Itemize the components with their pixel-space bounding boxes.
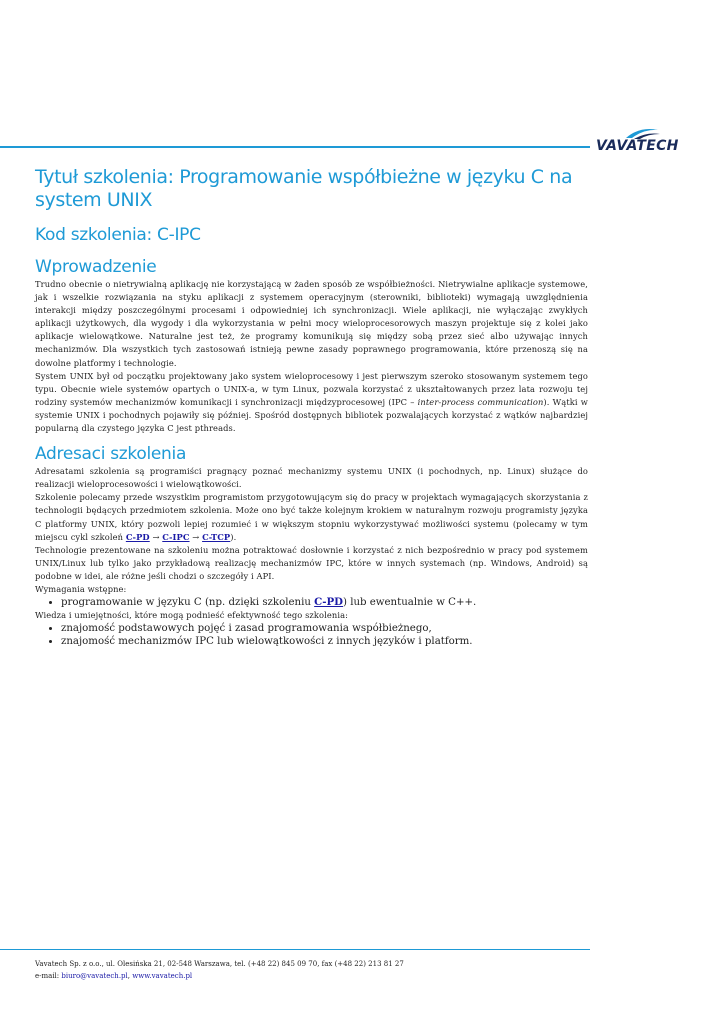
link-c-ipc[interactable]: C-IPC	[162, 531, 190, 542]
footer-divider	[0, 949, 590, 950]
link-c-pd-req[interactable]: C-PD	[314, 596, 343, 609]
list-item: • znajomość podstawowych pojęć i zasad programowania współbieżnego,	[61, 622, 588, 635]
audience-paragraph-1: Adresatami szkolenia są programiści pragnący poznać mechanizmy systemu UNIX (i pochodnych, np. Linux) służące do realizacji wieloprocesowości i wielowątkowości.	[35, 466, 588, 490]
list-item: • znajomość mechanizmów IPC lub wielowątkowości z innych języków i platform.	[61, 635, 588, 648]
course-code: Kod szkolenia: C-IPC	[35, 225, 201, 245]
link-c-tcp[interactable]: C-TCP	[202, 531, 231, 542]
footer-contact: e-mail: biuro@vavatech.pl, www.vavatech.pl	[35, 972, 193, 980]
skills-label: Wiedza i umiejętności, które mogą podnieść efektywność tego szkolenia:	[35, 610, 349, 621]
vavatech-logo	[596, 124, 692, 154]
ipc-term: inter-process communication	[417, 396, 544, 407]
footer-address: Vavatech Sp. z o.o., ul. Olesińska 21, 02-548 Warszawa, tel. (+48 22) 845 09 70, fax (+48 22) 213 81 27	[35, 960, 404, 968]
logo-text: VAVATECH	[596, 138, 679, 154]
header-divider	[0, 146, 590, 148]
footer	[35, 958, 404, 982]
email-link[interactable]: biuro@vavatech.pl	[61, 972, 128, 980]
page-title: Tytuł szkolenia: Programowanie współbieżne w języku C na system UNIX	[35, 166, 573, 211]
skills-list	[35, 622, 588, 648]
document-body	[35, 166, 588, 648]
website-link[interactable]: www.vavatech.pl	[132, 972, 193, 980]
requirements-label: Wymagania wstępne:	[35, 583, 127, 594]
link-c-pd[interactable]: C-PD	[125, 531, 150, 542]
audience-paragraph-3: Technologie prezentowane na szkoleniu można potraktować dosłownie i korzystać z nich bezpośrednio w pracy pod systemem UNIX/Linux lub tylko jako przykładową realizację mechanizmów IPC, które w innych systemach (np. Windows, Android) są podobne w idei, ale różne jeśli chodzi o szczegóły i API.	[35, 544, 588, 581]
requirements-list	[35, 596, 588, 609]
list-item: • programowanie w języku C (np. dzięki szkoleniu C-PD) lub ewentualnie w C++.	[61, 596, 588, 609]
intro-paragraph-2: System UNIX był od początku projektowany jako system wieloprocesowy i jest pierwszym szeroko stosowanym systemem tego typu. Obecnie wiele systemów opartych o UNIX-a, w tym Linux, pozwala korzystać z ukształtowanych przez lata rozwoju tej rodziny systemów mechanizmów komunikacji i synchronizacji międzyprocesowej (IPC – inter-process communication). Wątki w systemie UNIX i pochodnych pojawiły się później. Spośród dostępnych bibliotek pozwalających korzystać z wątków najbardziej popularną dla czystego języka C jest pthreads.	[35, 370, 588, 434]
audience-paragraph-2: Szkolenie polecamy przede wszystkim programistom przygotowującym się do pracy w projektach wymagających skorzystania z technologii będących przedmiotem szkolenia. Może ono być także kolejnym krokiem w naturalnym rozwoju programisty języka C platformy UNIX, który pozwoli lepiej rozumieć i w większym stopniu wykorzystywać możliwości systemu (polecamy w tym miejscu cykl szkoleń C-PD → C-IPC → C-TCP).	[35, 492, 588, 542]
audience-heading: Adresaci szkolenia	[35, 444, 187, 465]
intro-heading: Wprowadzenie	[35, 257, 157, 277]
intro-paragraph-1: Trudno obecnie o nietrywialną aplikację nie korzystającą w żaden sposób ze współbieżności. Nietrywialne aplikacje systemowe, jak i wszelkie rozwiązania na styku aplikacji z systemem operacyjnym (sterowniki, biblioteki) wymagają uwzględnienia interakcji między poszczególnymi procesami i odpowiedniej ich synchronizacji. Wiele aplikacji, nie wyłączając zwykłych aplikacji użytkowych, dla wygody i dla wykorzystania w pełni mocy wieloprocesorowych maszyn projektuje się z kolei jako aplikacje wielowątkowe. Naturalne jest też, że programy komunikują się między sobą przez sieć albo używając innych mechanizmów. Dla wszystkich tych zastosowań istnieją pewne zasady poprawnego programowania, które przenoszą się na dowolne platformy i technologie.	[35, 279, 588, 368]
